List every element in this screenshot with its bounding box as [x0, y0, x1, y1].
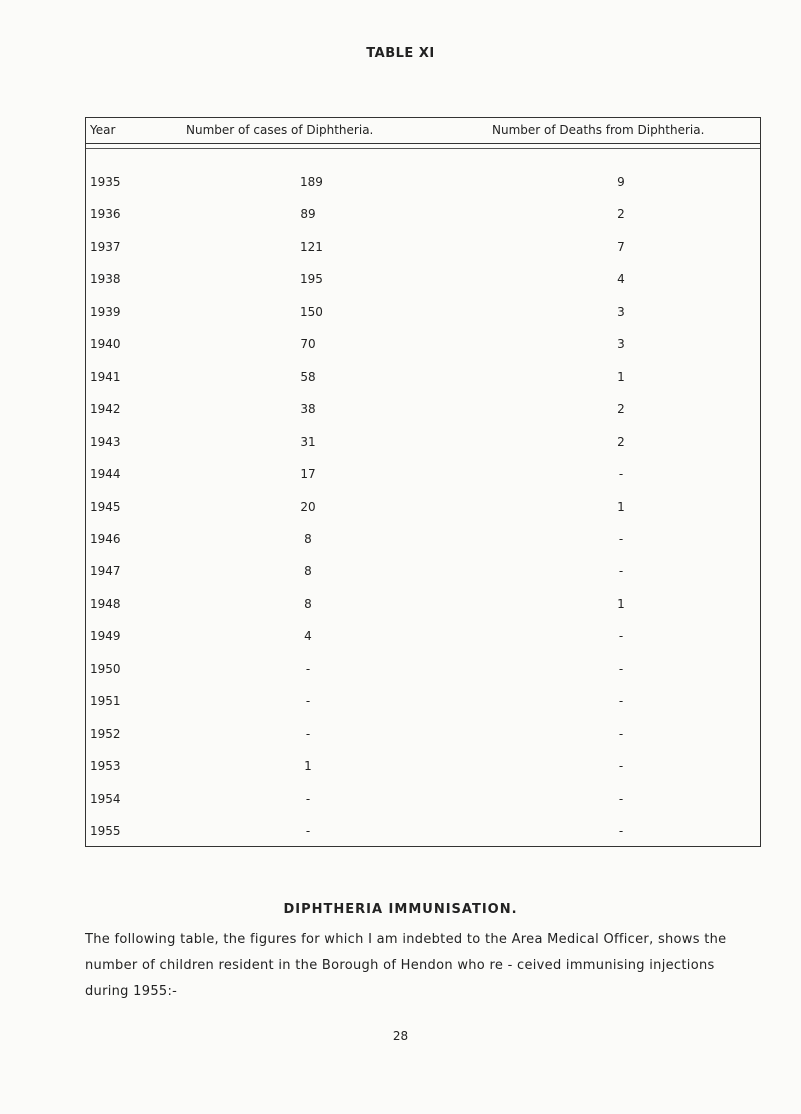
year-cell: 1953	[90, 759, 121, 774]
cases-cell: 70	[300, 337, 316, 352]
deaths-cell: -	[618, 726, 624, 741]
year-cell: 1949	[90, 629, 121, 644]
table-row	[86, 759, 760, 779]
year-cell: 1954	[90, 791, 121, 806]
header-separator	[86, 148, 760, 149]
deaths-cell: 3	[617, 304, 625, 319]
cases-cell: 195	[300, 272, 323, 287]
table-header	[86, 118, 760, 144]
deaths-cell: -	[618, 661, 624, 676]
table-row	[86, 305, 760, 325]
deaths-cell: 4	[617, 272, 625, 287]
year-cell: 1946	[90, 531, 121, 546]
year-cell: 1955	[90, 824, 121, 838]
table-row	[86, 207, 760, 227]
page-number: 28	[392, 1029, 409, 1043]
year-cell: 1952	[90, 726, 121, 741]
table-row	[86, 370, 760, 390]
table-row	[86, 532, 760, 552]
year-cell: 1938	[90, 272, 121, 287]
deaths-cell: 2	[617, 207, 625, 222]
table-row	[86, 727, 760, 747]
cases-cell: -	[305, 661, 311, 676]
deaths-cell: -	[618, 694, 624, 709]
year-cell: 1943	[90, 434, 121, 449]
year-cell: 1936	[90, 207, 121, 222]
year-cell: 1948	[90, 596, 121, 611]
deaths-cell: -	[618, 467, 624, 482]
cases-cell: -	[305, 694, 311, 709]
cases-cell: 17	[300, 467, 316, 482]
cases-cell: 1	[304, 759, 312, 774]
header-deaths: Number of Deaths from Diphtheria.	[492, 123, 705, 137]
table-row	[86, 564, 760, 584]
cases-cell: 58	[300, 369, 316, 384]
cases-cell: 4	[304, 629, 312, 644]
deaths-cell: -	[618, 759, 624, 774]
header-year: Year	[90, 123, 116, 137]
year-cell: 1950	[90, 661, 121, 676]
table-row	[86, 694, 760, 714]
body-paragraph: The following table, the figures for which I am indebted to the Area Medical Officer, shows the number of children resident in the Borough of Hendon who re - ceived immunising injections during 1955:-	[85, 932, 727, 999]
table-row	[86, 824, 760, 844]
year-cell: 1937	[90, 239, 121, 254]
cases-cell: 8	[304, 531, 312, 546]
table-row	[86, 662, 760, 682]
cases-cell: -	[305, 824, 311, 838]
diphtheria-table	[85, 117, 761, 847]
cases-cell: -	[305, 726, 311, 741]
cases-cell: 20	[300, 499, 316, 514]
year-cell: 1944	[90, 467, 121, 482]
table-row	[86, 402, 760, 422]
deaths-cell: -	[618, 791, 624, 806]
year-cell: 1942	[90, 402, 121, 417]
year-cell: 1951	[90, 694, 121, 709]
table-row	[86, 175, 760, 195]
table-row	[86, 435, 760, 455]
table-row	[86, 629, 760, 649]
table-title: TABLE XI	[366, 46, 435, 61]
cases-cell: 38	[300, 402, 316, 417]
table-row	[86, 240, 760, 260]
table-row	[86, 467, 760, 487]
deaths-cell: -	[618, 531, 624, 546]
table-row	[86, 792, 760, 812]
deaths-cell: 1	[617, 369, 625, 384]
deaths-cell: -	[618, 564, 624, 579]
year-cell: 1939	[90, 304, 121, 319]
table-row	[86, 597, 760, 617]
cases-cell: 189	[300, 175, 323, 189]
deaths-cell: -	[618, 629, 624, 644]
table-row	[86, 272, 760, 292]
year-cell: 1935	[90, 175, 121, 189]
table-row	[86, 337, 760, 357]
year-cell: 1947	[90, 564, 121, 579]
table-row	[86, 500, 760, 520]
cases-cell: -	[305, 791, 311, 806]
year-cell: 1941	[90, 369, 121, 384]
year-cell: 1940	[90, 337, 121, 352]
cases-cell: 8	[304, 564, 312, 579]
cases-cell: 8	[304, 596, 312, 611]
deaths-cell: -	[618, 824, 624, 838]
deaths-cell: 9	[617, 175, 625, 189]
year-cell: 1945	[90, 499, 121, 514]
cases-cell: 31	[300, 434, 316, 449]
deaths-cell: 3	[617, 337, 625, 352]
deaths-cell: 2	[617, 434, 625, 449]
deaths-cell: 1	[617, 499, 625, 514]
cases-cell: 121	[300, 239, 323, 254]
header-cases: Number of cases of Diphtheria.	[186, 123, 374, 137]
section-heading: DIPHTHERIA IMMUNISATION.	[283, 902, 518, 917]
deaths-cell: 1	[617, 596, 625, 611]
deaths-cell: 2	[617, 402, 625, 417]
cases-cell: 150	[300, 304, 323, 319]
cases-cell: 89	[300, 207, 316, 222]
deaths-cell: 7	[617, 239, 625, 254]
